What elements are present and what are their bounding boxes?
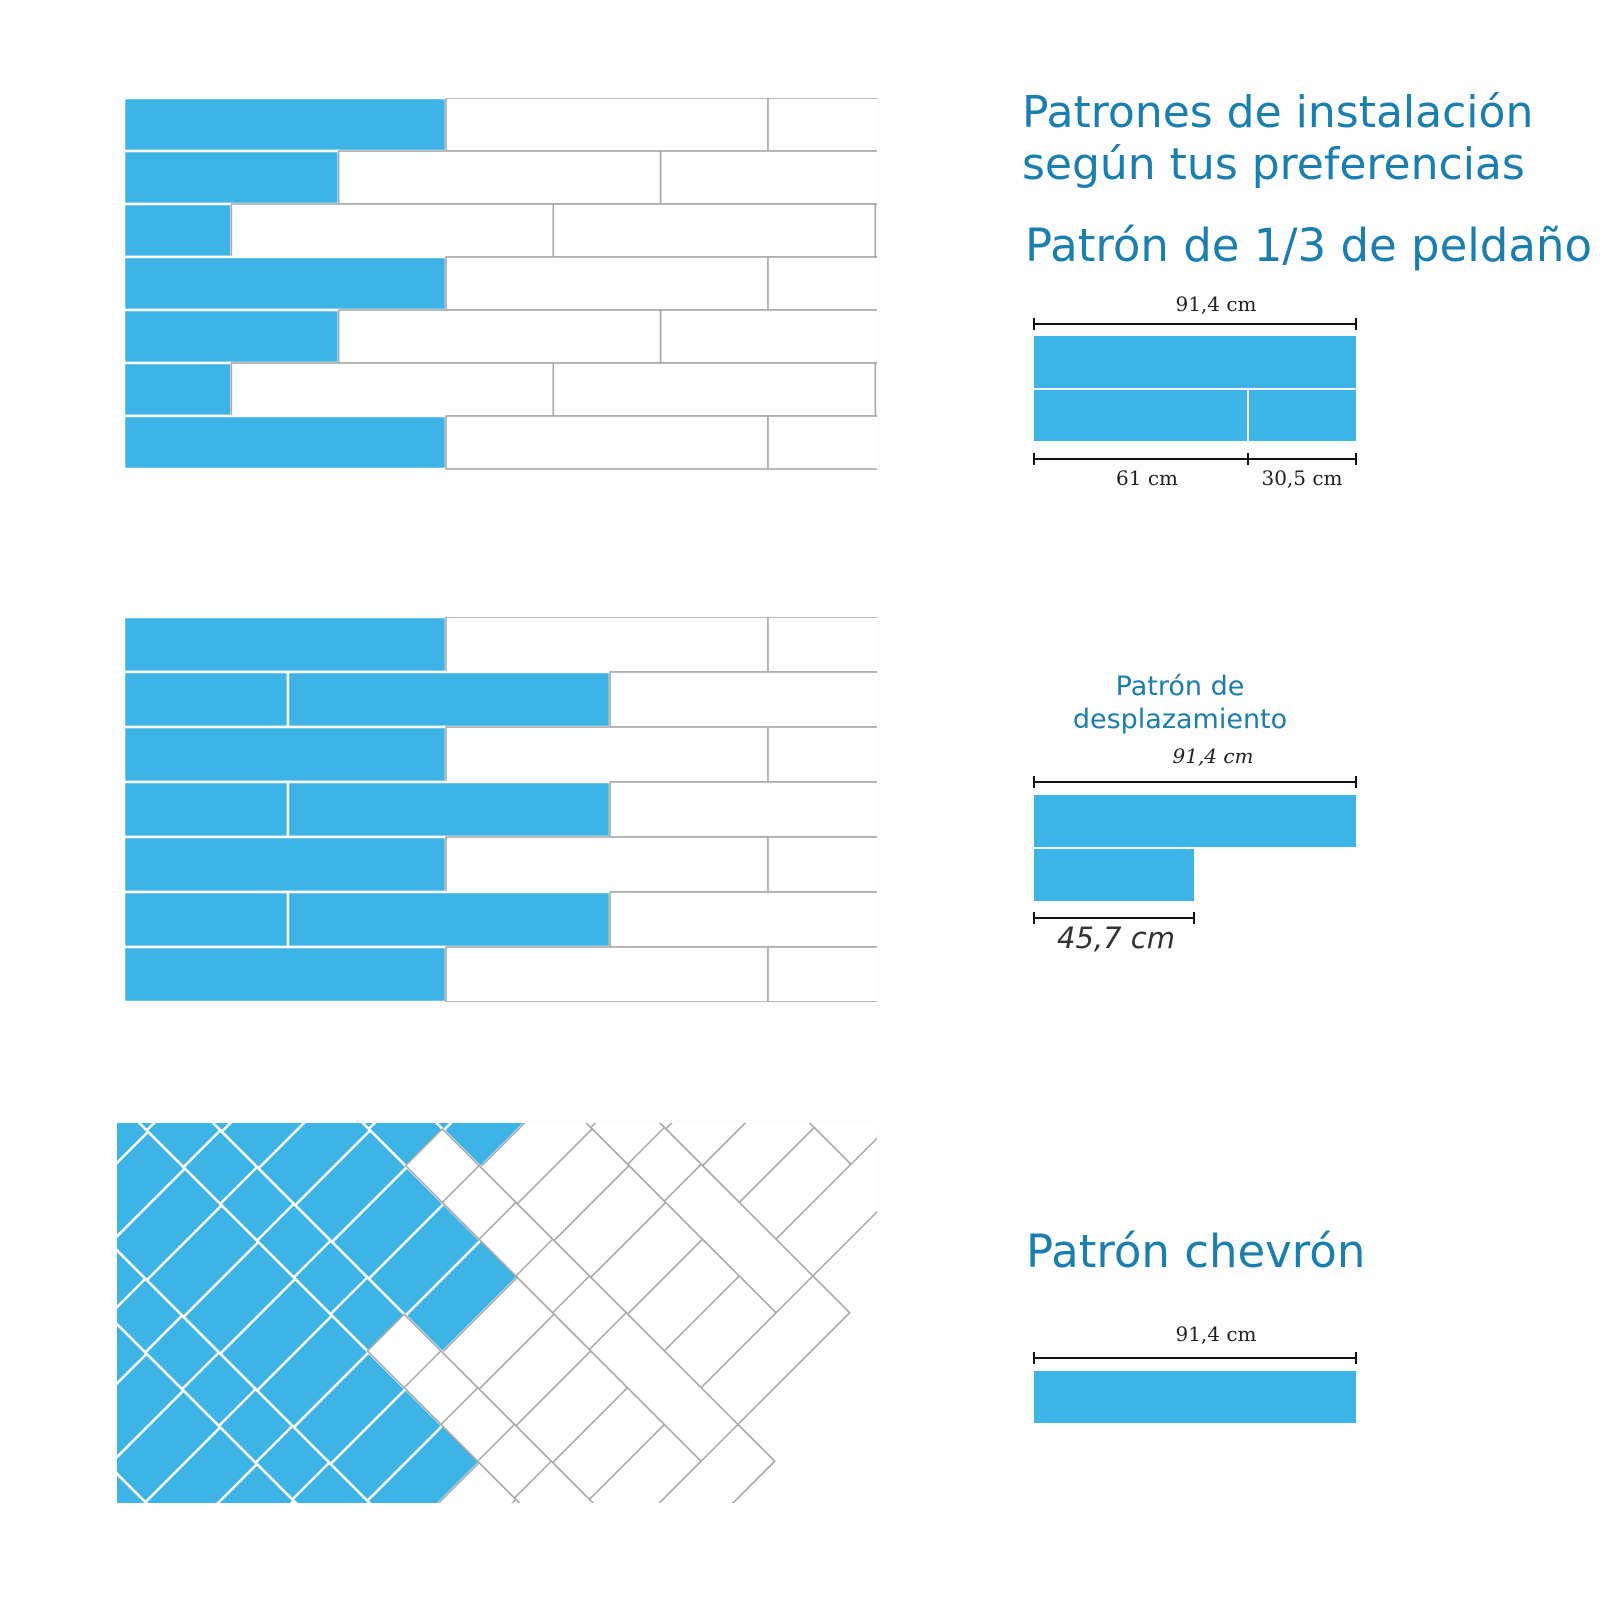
plank-blue — [124, 204, 231, 257]
plank-white — [446, 257, 768, 310]
plank-white — [610, 672, 932, 727]
offset-pattern-wall — [124, 617, 1090, 1002]
plank-blue — [288, 782, 610, 837]
third-step-short-plank — [1249, 390, 1356, 441]
plank-white — [231, 204, 553, 257]
plank-white — [446, 617, 768, 672]
plank-blue — [124, 782, 288, 837]
plank-blue — [124, 416, 446, 469]
chevron-dimension-diagram — [1034, 1352, 1356, 1423]
chevron-plank — [1034, 1371, 1356, 1423]
plank-blue — [124, 257, 446, 310]
plank-white — [768, 727, 1090, 782]
plank-blue — [124, 837, 446, 892]
plank-white — [768, 947, 1090, 1002]
page-title-line1: Patrones de instalación — [1022, 87, 1534, 138]
plank-white — [661, 310, 983, 363]
plank-blue — [124, 672, 288, 727]
offset-full-plank — [1034, 795, 1356, 847]
plank-white — [446, 416, 768, 469]
offset-title — [1060, 670, 1300, 736]
plank-blue — [124, 363, 231, 416]
offset-title-line2: desplazamiento — [1072, 704, 1288, 735]
plank-blue — [288, 672, 610, 727]
third-step-part2-label: 30,5 cm — [1261, 466, 1343, 490]
plank-white — [553, 363, 875, 416]
plank-white — [661, 151, 983, 204]
plank-blue — [124, 310, 339, 363]
third-step-full-plank — [1034, 336, 1356, 388]
plank-white — [231, 363, 553, 416]
third-step-long-plank — [1034, 390, 1247, 441]
page-title-line2: según tus preferencias — [1022, 139, 1525, 190]
plank-white — [446, 98, 768, 151]
chevron-pattern-wall — [0, 979, 1000, 1600]
plank-white — [339, 151, 661, 204]
plank-white — [768, 617, 1090, 672]
plank-blue — [124, 151, 339, 204]
third-step-part1-label: 61 cm — [1116, 466, 1178, 490]
chevron-title: Patrón chevrón — [1026, 1225, 1366, 1278]
plank-blue — [124, 727, 446, 782]
plank-white — [446, 947, 768, 1002]
plank-white — [610, 782, 932, 837]
plank-blue — [124, 892, 288, 947]
offset-part-label: 45,7 cm — [1057, 921, 1175, 955]
plank-white — [446, 727, 768, 782]
plank-blue — [124, 617, 446, 672]
plank-blue — [124, 98, 446, 151]
plank-white — [446, 837, 768, 892]
offset-title-line1: Patrón de — [1115, 671, 1245, 702]
plank-white — [610, 892, 932, 947]
offset-total-label: 91,4 cm — [1172, 744, 1254, 768]
plank-blue — [124, 947, 446, 1002]
plank-white — [553, 204, 875, 257]
chevron-total-label: 91,4 cm — [1175, 1322, 1257, 1346]
plank-blue — [288, 892, 610, 947]
offset-dimension-diagram — [1034, 776, 1356, 924]
third-step-total-label: 91,4 cm — [1175, 292, 1257, 316]
third-step-title: Patrón de 1/3 de peldaño — [1025, 219, 1592, 272]
offset-half-plank — [1034, 849, 1194, 901]
plank-white — [339, 310, 661, 363]
third-step-dimension-diagram — [1034, 318, 1356, 465]
